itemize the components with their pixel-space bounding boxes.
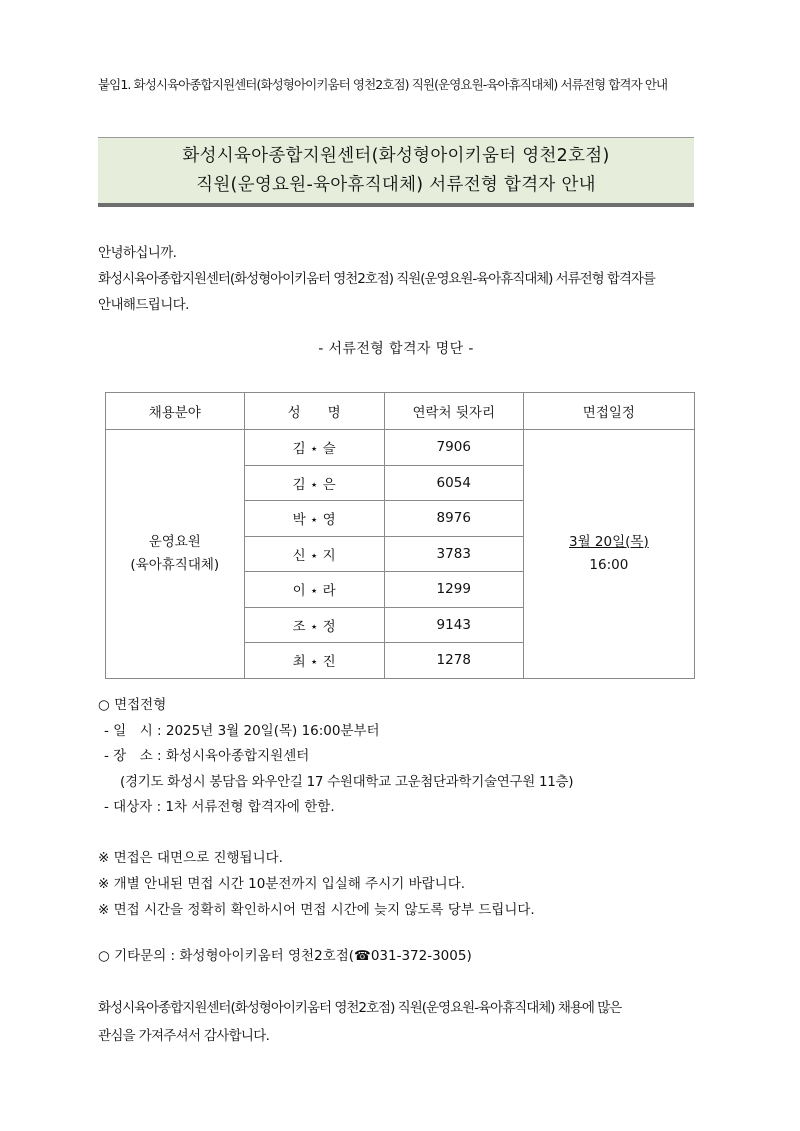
header-field: 채용분야 [106, 393, 245, 430]
contact-info: ○ 기타문의 : 화성형아이키움터 영천2호점(☎031-372-3005) [98, 948, 472, 964]
note-item: ※ 개별 안내된 면접 시간 10분전까지 입실해 주시기 바랍니다. [98, 876, 466, 892]
interview-section [98, 693, 708, 821]
closing-message [98, 994, 708, 1050]
interview-target: - 대상자 : 1차 서류전형 합격자에 한함. [104, 799, 335, 815]
interview-place: - 장 소 : 화성시육아종합지원센터 [104, 748, 310, 764]
note-item: ※ 면접 시간을 정확히 확인하시어 면접 시간에 늦지 않도록 당부 드립니다. [98, 902, 535, 918]
closing-line-1: 화성시육아종합지원센터(화성형아이키움터 영천2호점) 직원(운영요원-육아휴직대체) 채용에 많은 [98, 1000, 622, 1016]
phone-cell: 1299 [384, 572, 523, 608]
name-cell: 신 ⋆ 지 [244, 536, 384, 572]
schedule-cell [523, 430, 694, 679]
phone-cell: 6054 [384, 465, 523, 501]
name-cell: 김 ⋆ 슬 [244, 430, 384, 466]
notes-section [98, 845, 708, 923]
greeting-line-1: 안녕하십니까. [98, 245, 177, 261]
phone-cell: 9143 [384, 607, 523, 643]
name-cell: 박 ⋆ 영 [244, 501, 384, 537]
name-cell: 조 ⋆ 정 [244, 607, 384, 643]
closing-line-2: 관심을 가져주셔서 감사합니다. [98, 1028, 270, 1044]
schedule-date: 3월 20일(목) [569, 533, 649, 550]
greeting-line-2: 화성시육아종합지원센터(화성형아이키움터 영천2호점) 직원(운영요원-육아휴직대체) 서류전형 합격자를 [98, 271, 655, 287]
title-line-1: 화성시육아종합지원센터(화성형아이키움터 영천2호점) [182, 146, 610, 166]
phone-cell: 3783 [384, 536, 523, 572]
header-phone: 연락처 뒷자리 [384, 393, 523, 430]
table-row [106, 430, 695, 466]
list-title: - 서류전형 합격자 명단 - [318, 341, 474, 357]
attachment-label: 붙임1. 화성시육아종합지원센터(화성형아이키움터 영천2호점) 직원(운영요원-육아휴직대체) 서류전형 합격자 안내 [98, 77, 668, 92]
header-schedule: 면접일정 [523, 393, 694, 430]
note-item: ※ 면접은 대면으로 진행됩니다. [98, 850, 283, 866]
field-line-2: (육아휴직대체) [130, 556, 220, 573]
name-cell: 최 ⋆ 진 [244, 643, 384, 679]
table-header-row [106, 393, 695, 430]
name-cell: 이 ⋆ 라 [244, 572, 384, 608]
interview-address: (경기도 화성시 봉담읍 와우안길 17 수원대학교 고운첨단과학기술연구원 11층) [120, 773, 574, 790]
phone-cell: 7906 [384, 430, 523, 466]
interview-heading: ○ 면접전형 [98, 697, 167, 713]
field-cell [106, 430, 245, 679]
header-name: 성 명 [244, 393, 384, 430]
schedule-time: 16:00 [589, 556, 629, 573]
name-cell: 김 ⋆ 은 [244, 465, 384, 501]
field-line-1: 운영요원 [148, 533, 201, 550]
phone-cell: 1278 [384, 643, 523, 679]
title-line-2: 직원(운영요원-육아휴직대체) 서류전형 합격자 안내 [196, 175, 596, 195]
greeting-line-3: 안내해드립니다. [98, 297, 189, 313]
interview-date: - 일 시 : 2025년 3월 20일(목) 16:00분부터 [104, 722, 380, 739]
phone-cell: 8976 [384, 501, 523, 537]
title-box [98, 137, 694, 207]
greeting [98, 240, 708, 318]
applicant-table [105, 392, 695, 679]
